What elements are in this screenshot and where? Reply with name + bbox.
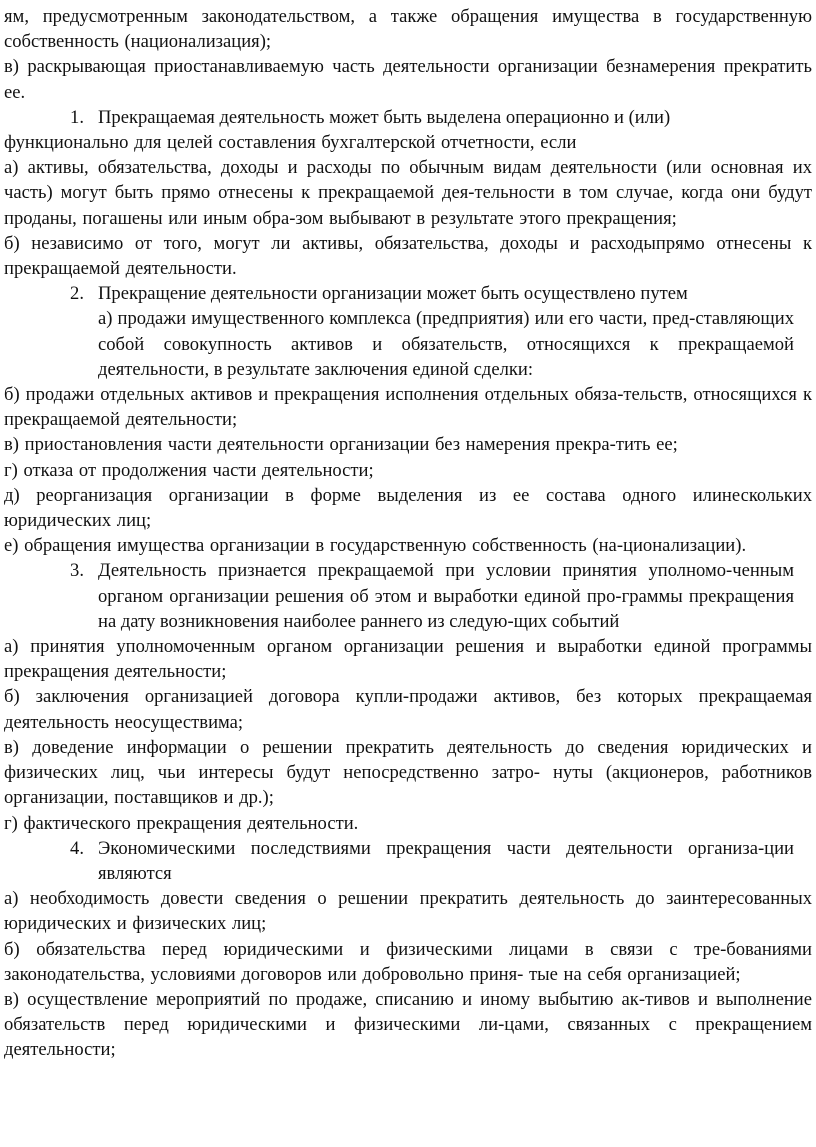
paragraph-g-refusal: г) отказа от продолжения части деятельности; — [4, 459, 374, 481]
list-item-3-number: 3. — [70, 560, 84, 582]
paragraph-e-nationalization: е) обращения имущества организации в государственную собственность (на-ционализации). — [4, 535, 747, 557]
list-item-4-number: 4. — [70, 837, 84, 859]
paragraph-g-actual-termination: г) фактического прекращения деятельности. — [4, 812, 359, 834]
paragraph-v-measures: в) осуществление мероприятий по продаже, списанию и иному выбытию ак-тивов и выполнение обязательств перед юридическими и физическими ли-цами, связанных с прекращением деятельности; — [4, 988, 812, 1061]
list-item-2-number: 2. — [70, 283, 84, 305]
list-item-3-text: Деятельность признается прекращаемой при условии принятия уполномо-ченным органом организации решения об этом и выработки единой про-граммы прекращения на дату возникновения наиболее раннего из следую-щих событий — [98, 560, 794, 632]
paragraph-a-necessity: а) необходимость довести сведения о решении прекратить деятельность до заинтересованных юридических и физических лиц; — [4, 888, 812, 935]
list-item-2-subitem-a: а) продажи имущественного комплекса (предприятия) или его части, пред-ставляющих собой совокупность активов и обязательств, относящихся к прекращаемой деятельности, в результате заключения единой сделки: — [98, 308, 794, 380]
paragraph-v-suspension: в) приостановления части деятельности организации без намерения прекра-тить ее; — [4, 434, 678, 456]
paragraph-continuation: ям, предусмотренным законодательством, а также обращения имущества в государственную собственность (национализация); — [4, 6, 812, 53]
list-item-1-text: Прекращаемая деятельность может быть выделена операционно и (или) — [98, 106, 671, 128]
paragraph-a-assets: а) активы, обязательства, доходы и расходы по обычным видам деятельности (или основная их часть) могут быть прямо отнесены к прекращаемой дея-тельности в том случае, когда они будут проданы, погашены или иным обра-зом выбывают в результате этого прекращения; — [4, 157, 812, 229]
list-item-1-number: 1. — [70, 106, 84, 128]
paragraph-b-independent: б) независимо от того, могут ли активы, обязательства, доходы и расходыпрямо отнесены к прекращаемой деятельности. — [4, 232, 812, 280]
list-item-4 — [4, 836, 812, 886]
list-item-3 — [4, 558, 812, 634]
list-item-4-text: Экономическими последствиями прекращения части деятельности организа-ции являются — [98, 837, 794, 884]
list-item-1-continuation: функционально для целей составления бухгалтерской отчетности, если — [4, 132, 577, 154]
list-item-2 — [4, 281, 812, 306]
paragraph-d-reorganization: д) реорганизация организации в форме выделения из ее состава одного илинескольких юридических лиц; — [4, 484, 812, 532]
paragraph-b-contract: б) заключения организацией договора купли-продажи активов, без которых прекращаемая деятельность неосуществима; — [4, 686, 812, 733]
paragraph-b-obligations: б) обязательства перед юридическими и физическими лицами в связи с тре-бованиями законодательства, условиями договоров или добровольно приня- тые на себя организацией; — [4, 938, 812, 985]
list-item-2-text: Прекращение деятельности организации может быть осуществлено путем — [98, 283, 688, 305]
paragraph-v-information: в) доведение информации о решении прекратить деятельность до сведения юридических и физических лиц, чьи интересы будут непосредственно затро- нуты (акционеров, работников организации, поставщиков и др.); — [4, 736, 812, 809]
paragraph-b-sale: б) продажи отдельных активов и прекращения исполнения отдельных обяза-тельств, относящихся к прекращаемой деятельности; — [4, 384, 812, 431]
paragraph-v-disclosure: в) раскрывающая приостанавливаемую часть деятельности организации безнамерения прекратить ее. — [4, 56, 812, 103]
list-item-1 — [4, 105, 812, 130]
paragraph-a-decision: а) принятия уполномоченным органом организации решения и выработки единой программы прекращения деятельности; — [4, 636, 812, 683]
